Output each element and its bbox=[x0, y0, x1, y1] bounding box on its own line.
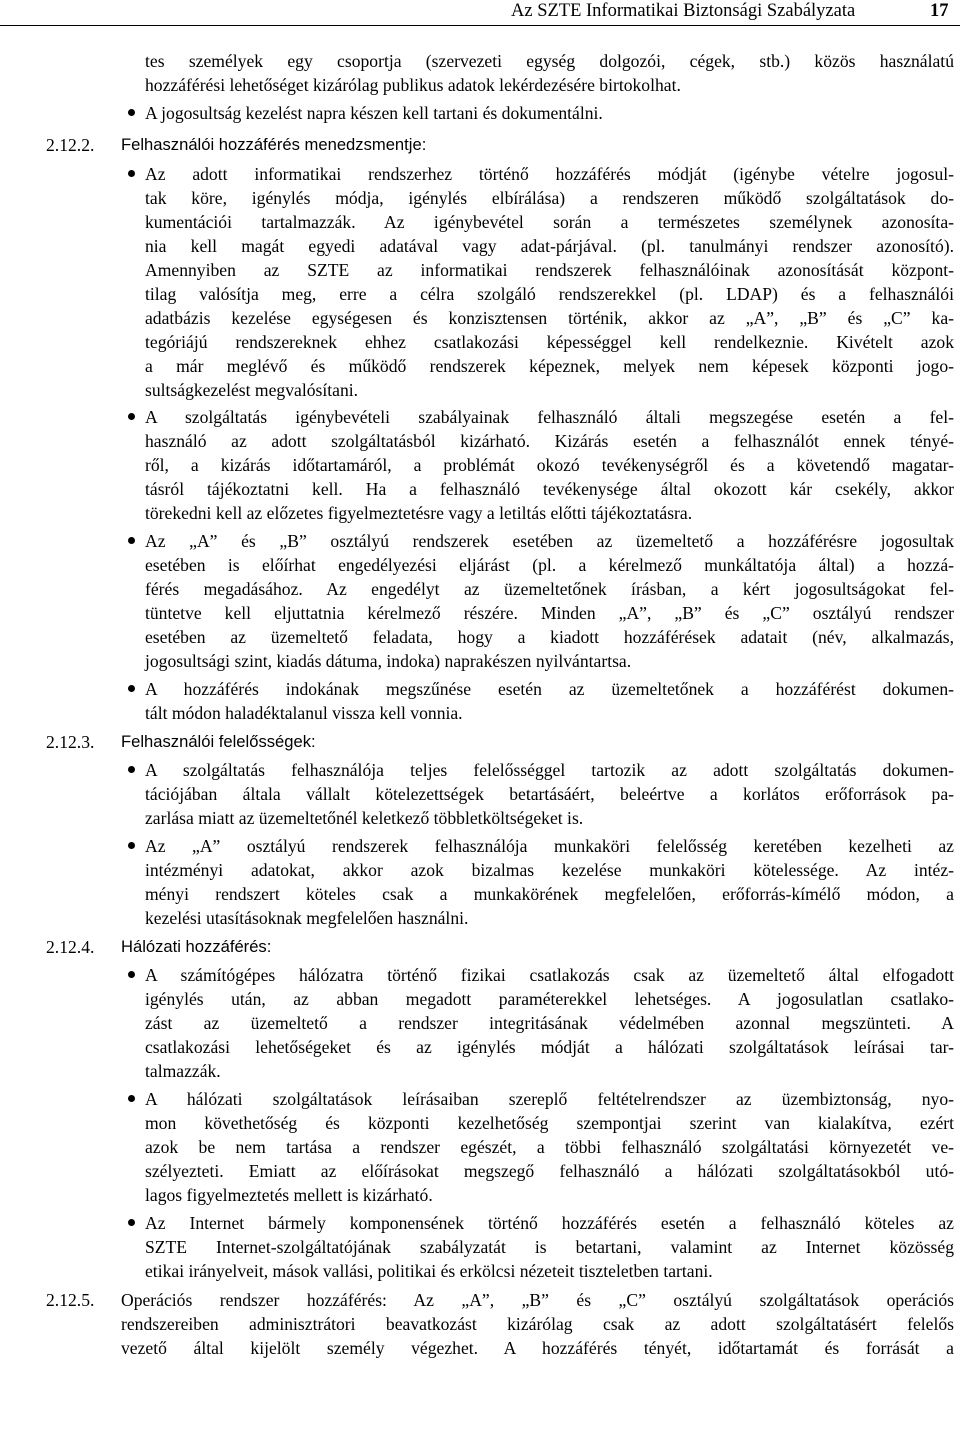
text-line: etikai irányelveit, mások vallási, politikai és erkölcsi nézeteit tiszteletben tartani. bbox=[145, 1261, 713, 1281]
text-line: férés megadásához. Az engedélyt az üzemeltetőnek írásban, a kért jogosultságokat fel- bbox=[145, 579, 954, 599]
text-line: tált módon haladéktalanul vissza kell vonnia. bbox=[145, 703, 463, 723]
text-line: használó az adott szolgáltatásból kizárható. Kizárás esetén a felhasználót ennek tényé- bbox=[145, 431, 954, 451]
header-rule bbox=[0, 25, 960, 26]
bullet-icon bbox=[128, 842, 135, 849]
text-line: zarlása miatt az üzemeltetőnél keletkező többletköltségeket is. bbox=[145, 808, 584, 828]
text-line: mon követhetőség és központi kezelhetőség szempontjai szerint van kialakítva, ezért bbox=[145, 1113, 954, 1133]
text-line: vezető által kijelölt személy végezhet. A hozzáférés tényét, időtartamát és forrását a bbox=[121, 1338, 954, 1358]
text-line: tásról tájékoztatni kell. Ha a felhasználó tevékenysége által okozott kár csekély, akkor bbox=[145, 479, 954, 499]
section-number: 2.12.2. bbox=[46, 135, 95, 155]
section-number: 2.12.5. bbox=[46, 1290, 95, 1310]
text-line: nia kell magát egyedi adatával vagy adat-párjával. (pl. tanulmányi rendszer azonosító). bbox=[145, 236, 954, 256]
text-line: SZTE Internet-szolgáltatójának szabályzatát is betartani, valamint az Internet közösség bbox=[145, 1237, 954, 1257]
text-line: A számítógépes hálózatra történő fizikai csatlakozás csak az üzemeltető által elfogadott bbox=[145, 965, 954, 985]
text-line: talmazzák. bbox=[145, 1061, 221, 1081]
text-line: ről, a kizárás időtartamáról, a problémát okozó tevékenységről és a követendő magatar- bbox=[145, 455, 954, 475]
text-line: A szolgáltatás felhasználója teljes felelősséggel tartozik az adott szolgáltatás dokumen- bbox=[145, 760, 954, 780]
page-number: 17 bbox=[930, 1, 949, 21]
section-number: 2.12.4. bbox=[46, 937, 95, 957]
text-line: Az adott informatikai rendszerhez történő hozzáférés módját (igénybe vételre jogosul- bbox=[145, 164, 954, 184]
text-line: jogosultsági szint, kiadás dátuma, indoka) naprakészen nyilvántartsa. bbox=[145, 651, 632, 671]
text-line: tüntetve kell eljuttatnia kérelmező részére. Minden „A”, „B” és „C” osztályú rendszer bbox=[145, 603, 954, 623]
text-line: azok be nem tartása a rendszer egészét, a többi felhasználó szolgáltatási környezetét ve- bbox=[145, 1137, 954, 1157]
text-line: Amennyiben az SZTE az informatikai rendszerek felhasználóinak azonosítását központ- bbox=[145, 260, 954, 280]
text-line: a már meglévő és működő rendszerek képeznek, melyek nem képesek központi jogo- bbox=[145, 356, 954, 376]
text-line: tes személyek egy csoportja (szervezeti egység dolgozói, cégek, stb.) közös használatú bbox=[145, 51, 954, 71]
bullet-icon bbox=[128, 971, 135, 978]
section-heading: Hálózati hozzáférés: bbox=[121, 937, 272, 956]
text-line: szélyezteti. Emiatt az előírásokat megszegő felhasználó a hálózati szolgáltatásokból utó- bbox=[145, 1161, 954, 1181]
bullet-icon bbox=[128, 1095, 135, 1102]
bullet-icon bbox=[128, 170, 135, 177]
text-line: rendszereiben adminisztrátori beavatkozást kizárólag csak az adott szolgáltatásért felelős bbox=[121, 1314, 954, 1334]
page-header bbox=[0, 0, 960, 22]
text-line: kezelési utasításoknak megfelelően használni. bbox=[145, 908, 469, 928]
text-line: lagos figyelmeztetés mellett is kizárható. bbox=[145, 1185, 433, 1205]
text-line: tak köre, igénylés módja, igénylés elbírálása) a rendszeren működő szolgáltatások do- bbox=[145, 188, 954, 208]
text-line: zást az üzemeltető a rendszer integritásának védelmében azonnal megszünteti. A bbox=[145, 1013, 954, 1033]
text-line: A hálózati szolgáltatások leírásaiban szereplő feltételrendszer az üzembiztonság, nyo- bbox=[145, 1089, 954, 1109]
bullet-icon bbox=[128, 413, 135, 420]
text-line: A jogosultság kezelést napra készen kell tartani és dokumentálni. bbox=[145, 103, 603, 123]
section-heading: Felhasználói hozzáférés menedzsmentje: bbox=[121, 135, 427, 154]
text-line: igénylés után, az abban megadott paraméterekkel lehetséges. A jogosulatlan csatlako- bbox=[145, 989, 954, 1009]
text-line: adatbázis kezelése egységesen és konzisztensen történik, akkor az „A”, „B” és „C” ka- bbox=[145, 308, 954, 328]
text-line: A szolgáltatás igénybevételi szabályainak felhasználó általi megszegése esetén a fel- bbox=[145, 407, 954, 427]
text-line: esetében az üzemeltető feladata, hogy a kiadott hozzáférések adatait (név, alkalmazás, bbox=[145, 627, 954, 647]
text-line: sultságkezelést megvalósítani. bbox=[145, 380, 359, 400]
text-line: kumentációi tartalmazzák. Az igénybevétel során a természetes személynek azonosíta- bbox=[145, 212, 954, 232]
bullet-icon bbox=[128, 537, 135, 544]
text-line: esetében is előírhat engedélyezési eljárást (pl. a kérelmező munkáltatója által) a hozzá- bbox=[145, 555, 954, 575]
text-line: hozzáférési lehetőséget kizárólag publikus adatok lekérdezésére birtokolhat. bbox=[145, 75, 681, 95]
bullet-icon bbox=[128, 109, 135, 116]
text-line: Az Internet bármely komponensének történő hozzáférés esetén a felhasználó köteles az bbox=[145, 1213, 954, 1233]
bullet-icon bbox=[128, 685, 135, 692]
text-line: csatlakozási lehetőségeket és az igénylés módját a hálózati szolgáltatások leírásai tar- bbox=[145, 1037, 954, 1057]
text-line: Az „A” és „B” osztályú rendszerek esetében az üzemeltető a hozzáférésre jogosultak bbox=[145, 531, 954, 551]
text-line: Az „A” osztályú rendszerek felhasználója munkaköri felelősség keretében kezelheti az bbox=[145, 836, 954, 856]
bullet-icon bbox=[128, 1219, 135, 1226]
text-line: tegóriájú rendszereknek ehhez csatlakozási képességgel kell rendelkeznie. Kivételt azok bbox=[145, 332, 954, 352]
text-line: Operációs rendszer hozzáférés: Az „A”, „B” és „C” osztályú szolgáltatások operációs bbox=[121, 1290, 954, 1310]
header-title: Az SZTE Informatikai Biztonsági Szabályzata bbox=[511, 1, 856, 21]
section-number: 2.12.3. bbox=[46, 732, 95, 752]
text-line: intézményi adatokat, akkor azok bizalmas kezelése munkaköri kötelessége. Az intéz- bbox=[145, 860, 954, 880]
bullet-icon bbox=[128, 766, 135, 773]
text-line: ményi rendszert köteles csak a munkakörének megfelelően, erőforrás-kímélő módon, a bbox=[145, 884, 954, 904]
text-line: A hozzáférés indokának megszűnése esetén az üzemeltetőnek a hozzáférést dokumen- bbox=[145, 679, 954, 699]
text-line: törekedni kell az előzetes figyelmeztetésre vagy a letiltás előtti tájékoztatásra. bbox=[145, 503, 693, 523]
text-line: tilag valósítja meg, erre a célra szolgáló rendszerekkel (pl. LDAP) és a felhasználói bbox=[145, 284, 954, 304]
section-heading: Felhasználói felelősségek: bbox=[121, 732, 316, 751]
text-line: tációjában általa vállalt kötelezettségek betartásáért, beleértve a korlátos erőforrások pa- bbox=[145, 784, 954, 804]
